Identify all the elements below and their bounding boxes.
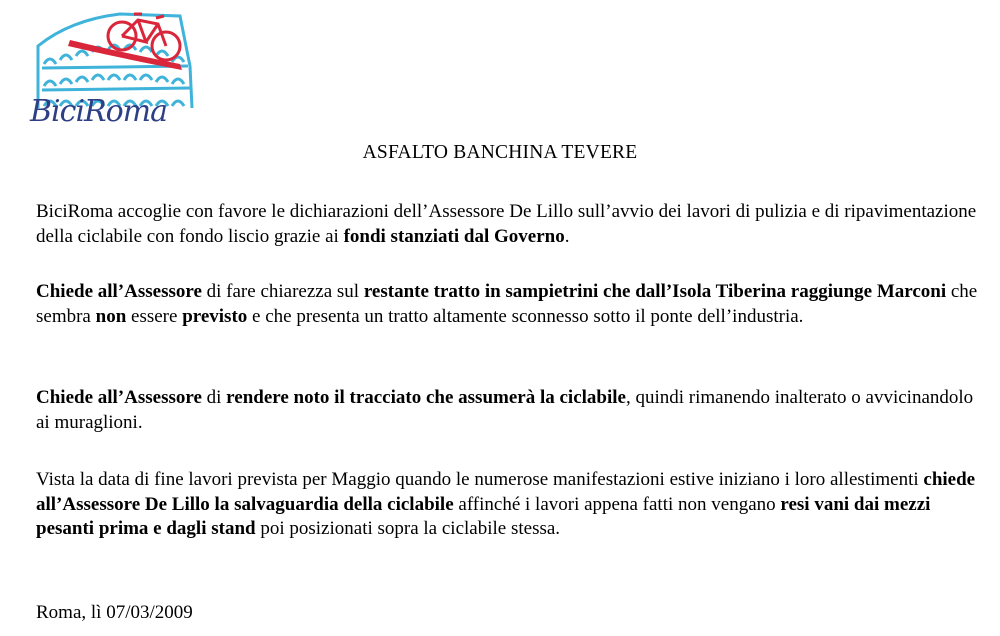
- bold-text-segment: fondi stanziati dal Governo: [343, 225, 565, 247]
- bold-text-segment: Chiede all’Assessore: [36, 387, 202, 408]
- logo-wordmark: BiciRoma: [30, 94, 168, 129]
- paragraph-2: [36, 280, 986, 329]
- paragraph-1: [36, 200, 986, 249]
- document-title: ASFALTO BANCHINA TEVERE: [362, 142, 638, 163]
- text-segment: poi posizionati sopra la ciclabile stessa.: [255, 518, 561, 539]
- bold-text-segment: resi vani dai mezzi pesanti prima e dagli stand: [36, 493, 931, 539]
- text-segment: BiciRoma accoglie con favore le dichiarazioni dell’Assessore De Lillo sull’avvio dei lavori di pulizia e di ripavimentazione della ciclabile con fondo liscio grazie ai: [36, 201, 977, 247]
- biciroma-logo: [30, 6, 200, 140]
- text-segment: che sembra: [36, 281, 978, 327]
- dateline: Roma, lì 07/03/2009: [36, 602, 193, 623]
- bold-text-segment: restante tratto in sampietrini che dall’Isola Tiberina raggiunge Marconi: [363, 281, 947, 302]
- paragraph-4: [36, 468, 986, 542]
- text-segment: di: [201, 387, 227, 408]
- text-segment: , quindi rimanendo inalterato o avvicinandolo ai muraglioni.: [36, 387, 974, 433]
- bold-text-segment: non: [95, 305, 127, 327]
- bold-text-segment: chiede all’Assessore De Lillo la salvaguardia della ciclabile: [36, 469, 976, 515]
- text-segment: Vista la data di fine lavori prevista per Maggio quando le numerose manifestazioni estive iniziano i loro allestimenti: [36, 469, 924, 490]
- text-segment: di fare chiarezza sul: [201, 281, 364, 302]
- text-segment: affinché i lavori appena fatti non vengano: [453, 493, 781, 515]
- bold-text-segment: rendere noto il tracciato che assumerà la ciclabile: [226, 387, 626, 408]
- paragraph-3: [36, 386, 986, 435]
- text-segment: e che presenta un tratto altamente sconnesso sotto il ponte dell’industria.: [247, 305, 804, 327]
- bold-text-segment: previsto: [182, 305, 248, 327]
- text-segment: .: [564, 225, 570, 247]
- text-segment: essere: [126, 305, 183, 327]
- bold-text-segment: Chiede all’Assessore: [36, 281, 202, 302]
